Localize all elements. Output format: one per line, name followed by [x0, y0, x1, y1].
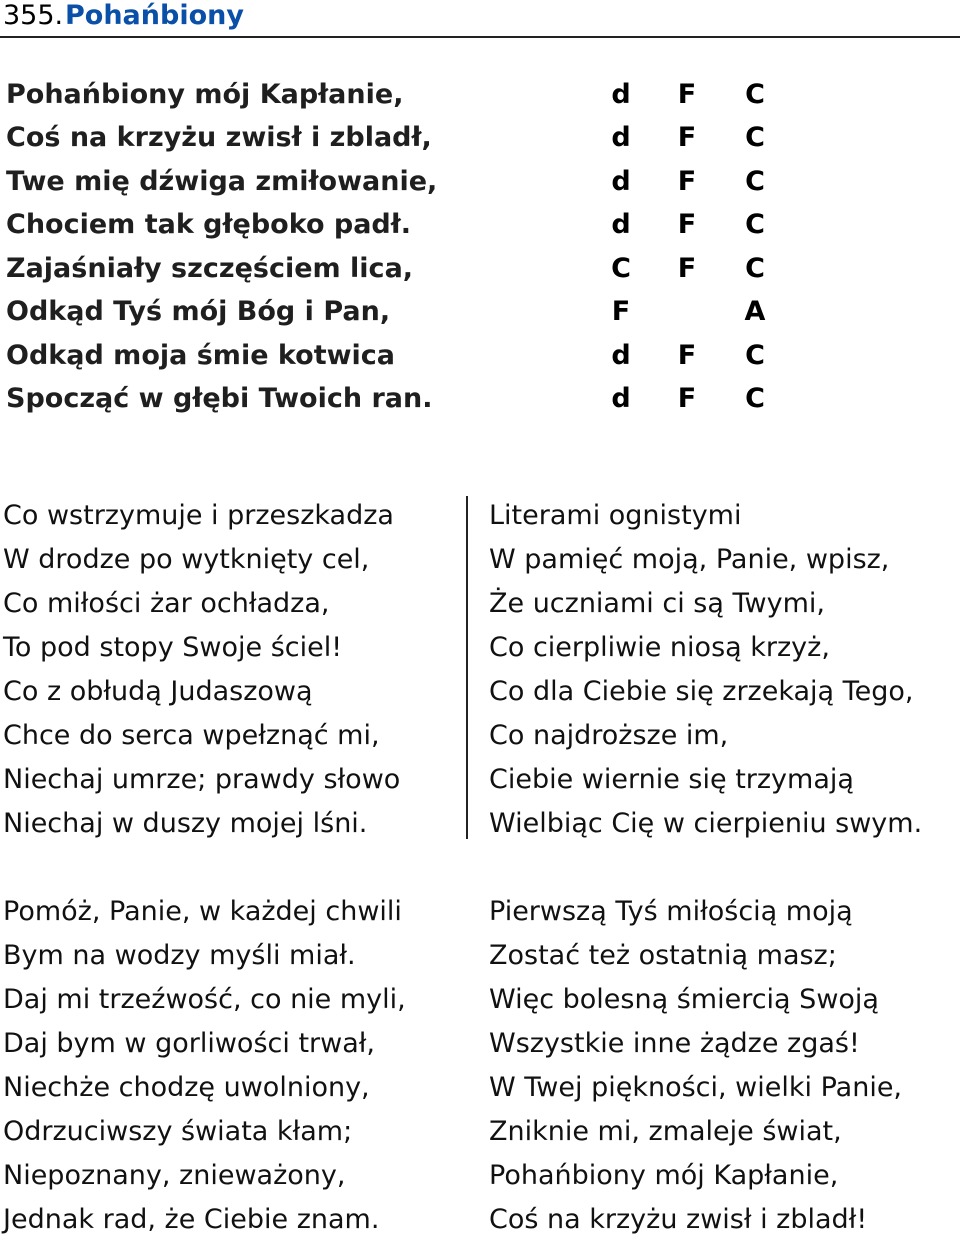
verse-1-line: Chociem tak głęboko padł.: [6, 209, 412, 240]
verse-5-line: W Twej piękności, wielki Panie,: [489, 1072, 903, 1103]
verse-2-line: W drodze po wytknięty cel,: [3, 544, 370, 575]
column-divider: [466, 496, 468, 839]
verse-3-line: Co najdroższe im,: [489, 720, 729, 751]
verse-4-line: Jednak rad, że Ciebie znam.: [3, 1204, 380, 1235]
verse-5-line: Pohańbiony mój Kapłanie,: [489, 1160, 839, 1191]
verse-3-line: Co cierpliwie niosą krzyż,: [489, 632, 830, 663]
chord: C: [611, 253, 631, 284]
chord: C: [745, 122, 765, 153]
verse-4-line: Daj mi trzeźwość, co nie myli,: [3, 984, 406, 1015]
verse-3-line: Literami ognistymi: [489, 500, 742, 531]
chord: C: [745, 253, 765, 284]
verse-1-line: Pohańbiony mój Kapłanie,: [6, 79, 404, 110]
chord: F: [677, 122, 697, 153]
verse-1-line: Spocząć w głębi Twoich ran.: [6, 383, 433, 414]
verse-5-line: Zostać też ostatnią masz;: [489, 940, 837, 971]
verse-3-line: Wielbiąc Cię w cierpieniu swym.: [489, 808, 923, 839]
chord: C: [745, 79, 765, 110]
chord: d: [611, 166, 631, 197]
chord: C: [745, 166, 765, 197]
chord: F: [677, 166, 697, 197]
chord: d: [611, 79, 631, 110]
chord: F: [677, 383, 697, 414]
verse-4-line: Pomóż, Panie, w każdej chwili: [3, 896, 402, 927]
verse-3-line: Ciebie wiernie się trzymają: [489, 764, 854, 795]
verse-5-line: Coś na krzyżu zwisł i zbladł!: [489, 1204, 868, 1235]
verse-2-line: Co wstrzymuje i przeszkadza: [3, 500, 394, 531]
song-title: Pohańbiony: [65, 0, 244, 31]
verse-3-line: Że uczniami ci są Twymi,: [489, 588, 825, 619]
verse-4-line: Daj bym w gorliwości trwał,: [3, 1028, 376, 1059]
chord: F: [677, 340, 697, 371]
chord: F: [611, 296, 631, 327]
chord: F: [677, 253, 697, 284]
verse-5-line: Pierwszą Tyś miłością moją: [489, 896, 853, 927]
verse-5-line: Zniknie mi, zmaleje świat,: [489, 1116, 842, 1147]
verse-1-line: Twe mię dźwiga zmiłowanie,: [6, 166, 438, 197]
chord: A: [744, 296, 766, 327]
chord: C: [745, 383, 765, 414]
verse-4-line: Bym na wodzy myśli miał.: [3, 940, 356, 971]
chord: d: [611, 209, 631, 240]
verse-2-line: Co miłości żar ochładza,: [3, 588, 330, 619]
verse-5-line: Wszystkie inne żądze zgaś!: [489, 1028, 860, 1059]
verse-1-line: Zajaśniały szczęściem lica,: [6, 253, 414, 284]
verse-4-line: Niechże chodzę uwolniony,: [3, 1072, 370, 1103]
verse-1-line: Odkąd Tyś mój Bóg i Pan,: [6, 296, 391, 327]
chord: F: [677, 79, 697, 110]
verse-2-line: Niechaj w duszy mojej lśni.: [3, 808, 368, 839]
verse-1-line: Odkąd moja śmie kotwica: [6, 340, 396, 371]
chord: d: [611, 122, 631, 153]
chord: C: [745, 209, 765, 240]
verse-2-line: Chce do serca wpełznąć mi,: [3, 720, 380, 751]
chord: d: [611, 340, 631, 371]
verse-4-line: Odrzuciwszy świata kłam;: [3, 1116, 353, 1147]
verse-3-line: Co dla Ciebie się zrzekają Tego,: [489, 676, 914, 707]
chord: C: [745, 340, 765, 371]
verse-5-line: Więc bolesną śmiercią Swoją: [489, 984, 879, 1015]
chord: F: [677, 209, 697, 240]
verse-3-line: W pamięć moją, Panie, wpisz,: [489, 544, 890, 575]
verse-2-line: To pod stopy Swoje ściel!: [3, 632, 343, 663]
verse-2-line: Niechaj umrze; prawdy słowo: [3, 764, 401, 795]
verse-4-line: Niepoznany, znieważony,: [3, 1160, 346, 1191]
verse-2-line: Co z obłudą Judaszową: [3, 676, 313, 707]
song-number: 355.: [3, 0, 64, 31]
song-header: [0, 0, 960, 38]
verse-1-line: Coś na krzyżu zwisł i zbladł,: [6, 122, 432, 153]
chord: d: [611, 383, 631, 414]
